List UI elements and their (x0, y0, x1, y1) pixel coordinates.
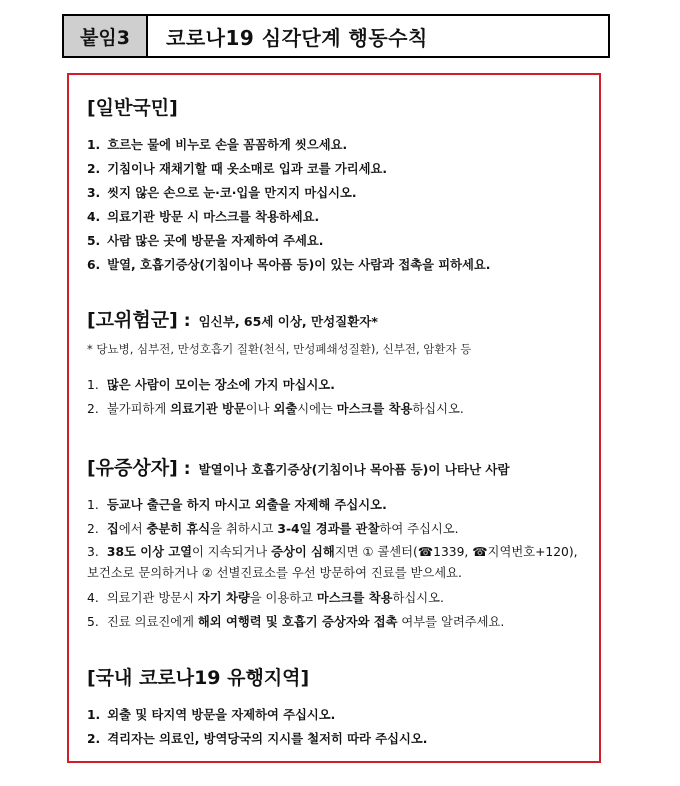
list-item: 4. 의료기관 방문시 자기 차량을 이용하고 마스크를 착용하십시오. (87, 591, 444, 605)
list-item: 6. 발열, 호흡기증상(기침이나 목아픔 등)이 있는 사람과 접촉을 피하세요. (87, 258, 491, 272)
list-item: 5. 사람 많은 곳에 방문을 자제하여 주세요. (87, 234, 324, 248)
list-item: 2. 기침이나 재채기할 때 옷소매로 입과 코를 가리세요. (87, 162, 388, 176)
list-item: 1. 많은 사람이 모이는 장소에 가지 마십시오. (87, 378, 335, 392)
list-item: 1. 등교나 출근을 하지 마시고 외출을 자제해 주십시오. (87, 498, 387, 512)
list-item: 2. 격리자는 의료인, 방역당국의 지시를 철저히 따라 주십시오. (87, 732, 428, 746)
list-item: 3. 씻지 않은 손으로 눈·코·입을 만지지 마십시오. (87, 186, 357, 200)
document-header (62, 14, 610, 58)
section-high-risk-desc: 임신부, 65세 이상, 만성질환자* (198, 314, 378, 329)
list-item: 2. 집에서 충분히 휴식을 취하시고 3-4일 경과를 관찰하여 주십시오. (87, 522, 459, 536)
section-symptomatic-header: [유증상자] : 발열이나 호흡기증상(기침이나 목아픔 등)이 나타난 사람 (87, 453, 510, 480)
section-epidemic-area-header (87, 663, 309, 690)
list-item: 3. 38도 이상 고열이 지속되거나 증상이 심해지면 ① 콜센터(☎1339, ☎지역번호+120), 보건소로 문의하거나 ② 선별진료소를 우선 방문하여 진료를 받으세요. (87, 545, 578, 580)
list-item: 4. 의료기관 방문 시 마스크를 착용하세요. (87, 210, 320, 224)
high-risk-note: * 당뇨병, 심부전, 만성호흡기 질환(천식, 만성폐쇄성질환), 신부전, 암환자 등 (87, 342, 472, 356)
high-risk-list (87, 373, 464, 421)
section-epidemic-area-title: [국내 코로나19 유행지역] (87, 667, 310, 689)
symptomatic-list (87, 493, 587, 634)
section-symptomatic-title: [유증상자] (87, 457, 178, 479)
list-item: 2. 불가피하게 의료기관 방문이나 외출시에는 마스크를 착용하십시오. (87, 402, 464, 416)
section-general-title: [일반국민] (87, 97, 178, 119)
section-high-risk-title: [고위험군] (87, 309, 178, 331)
section-high-risk-header: [고위험군] : 임신부, 65세 이상, 만성질환자* (87, 305, 378, 332)
page-title: 코로나19 심각단계 행동수칙 (166, 25, 428, 50)
section-general-header (87, 93, 178, 120)
list-item: 1. 외출 및 타지역 방문을 자제하여 주십시오. (87, 708, 336, 722)
guidelines-box (67, 73, 601, 763)
section-symptomatic-desc: 발열이나 호흡기증상(기침이나 목아픔 등)이 나타난 사람 (198, 462, 510, 477)
list-item: 5. 진료 의료진에게 해외 여행력 및 호흡기 증상자와 접촉 여부를 알려주세요. (87, 615, 505, 629)
list-item: 1. 흐르는 물에 비누로 손을 꼼꼼하게 씻으세요. (87, 138, 348, 152)
attachment-badge: 붙임3 (64, 16, 148, 56)
general-list (87, 133, 490, 277)
epidemic-area-list (87, 703, 427, 751)
